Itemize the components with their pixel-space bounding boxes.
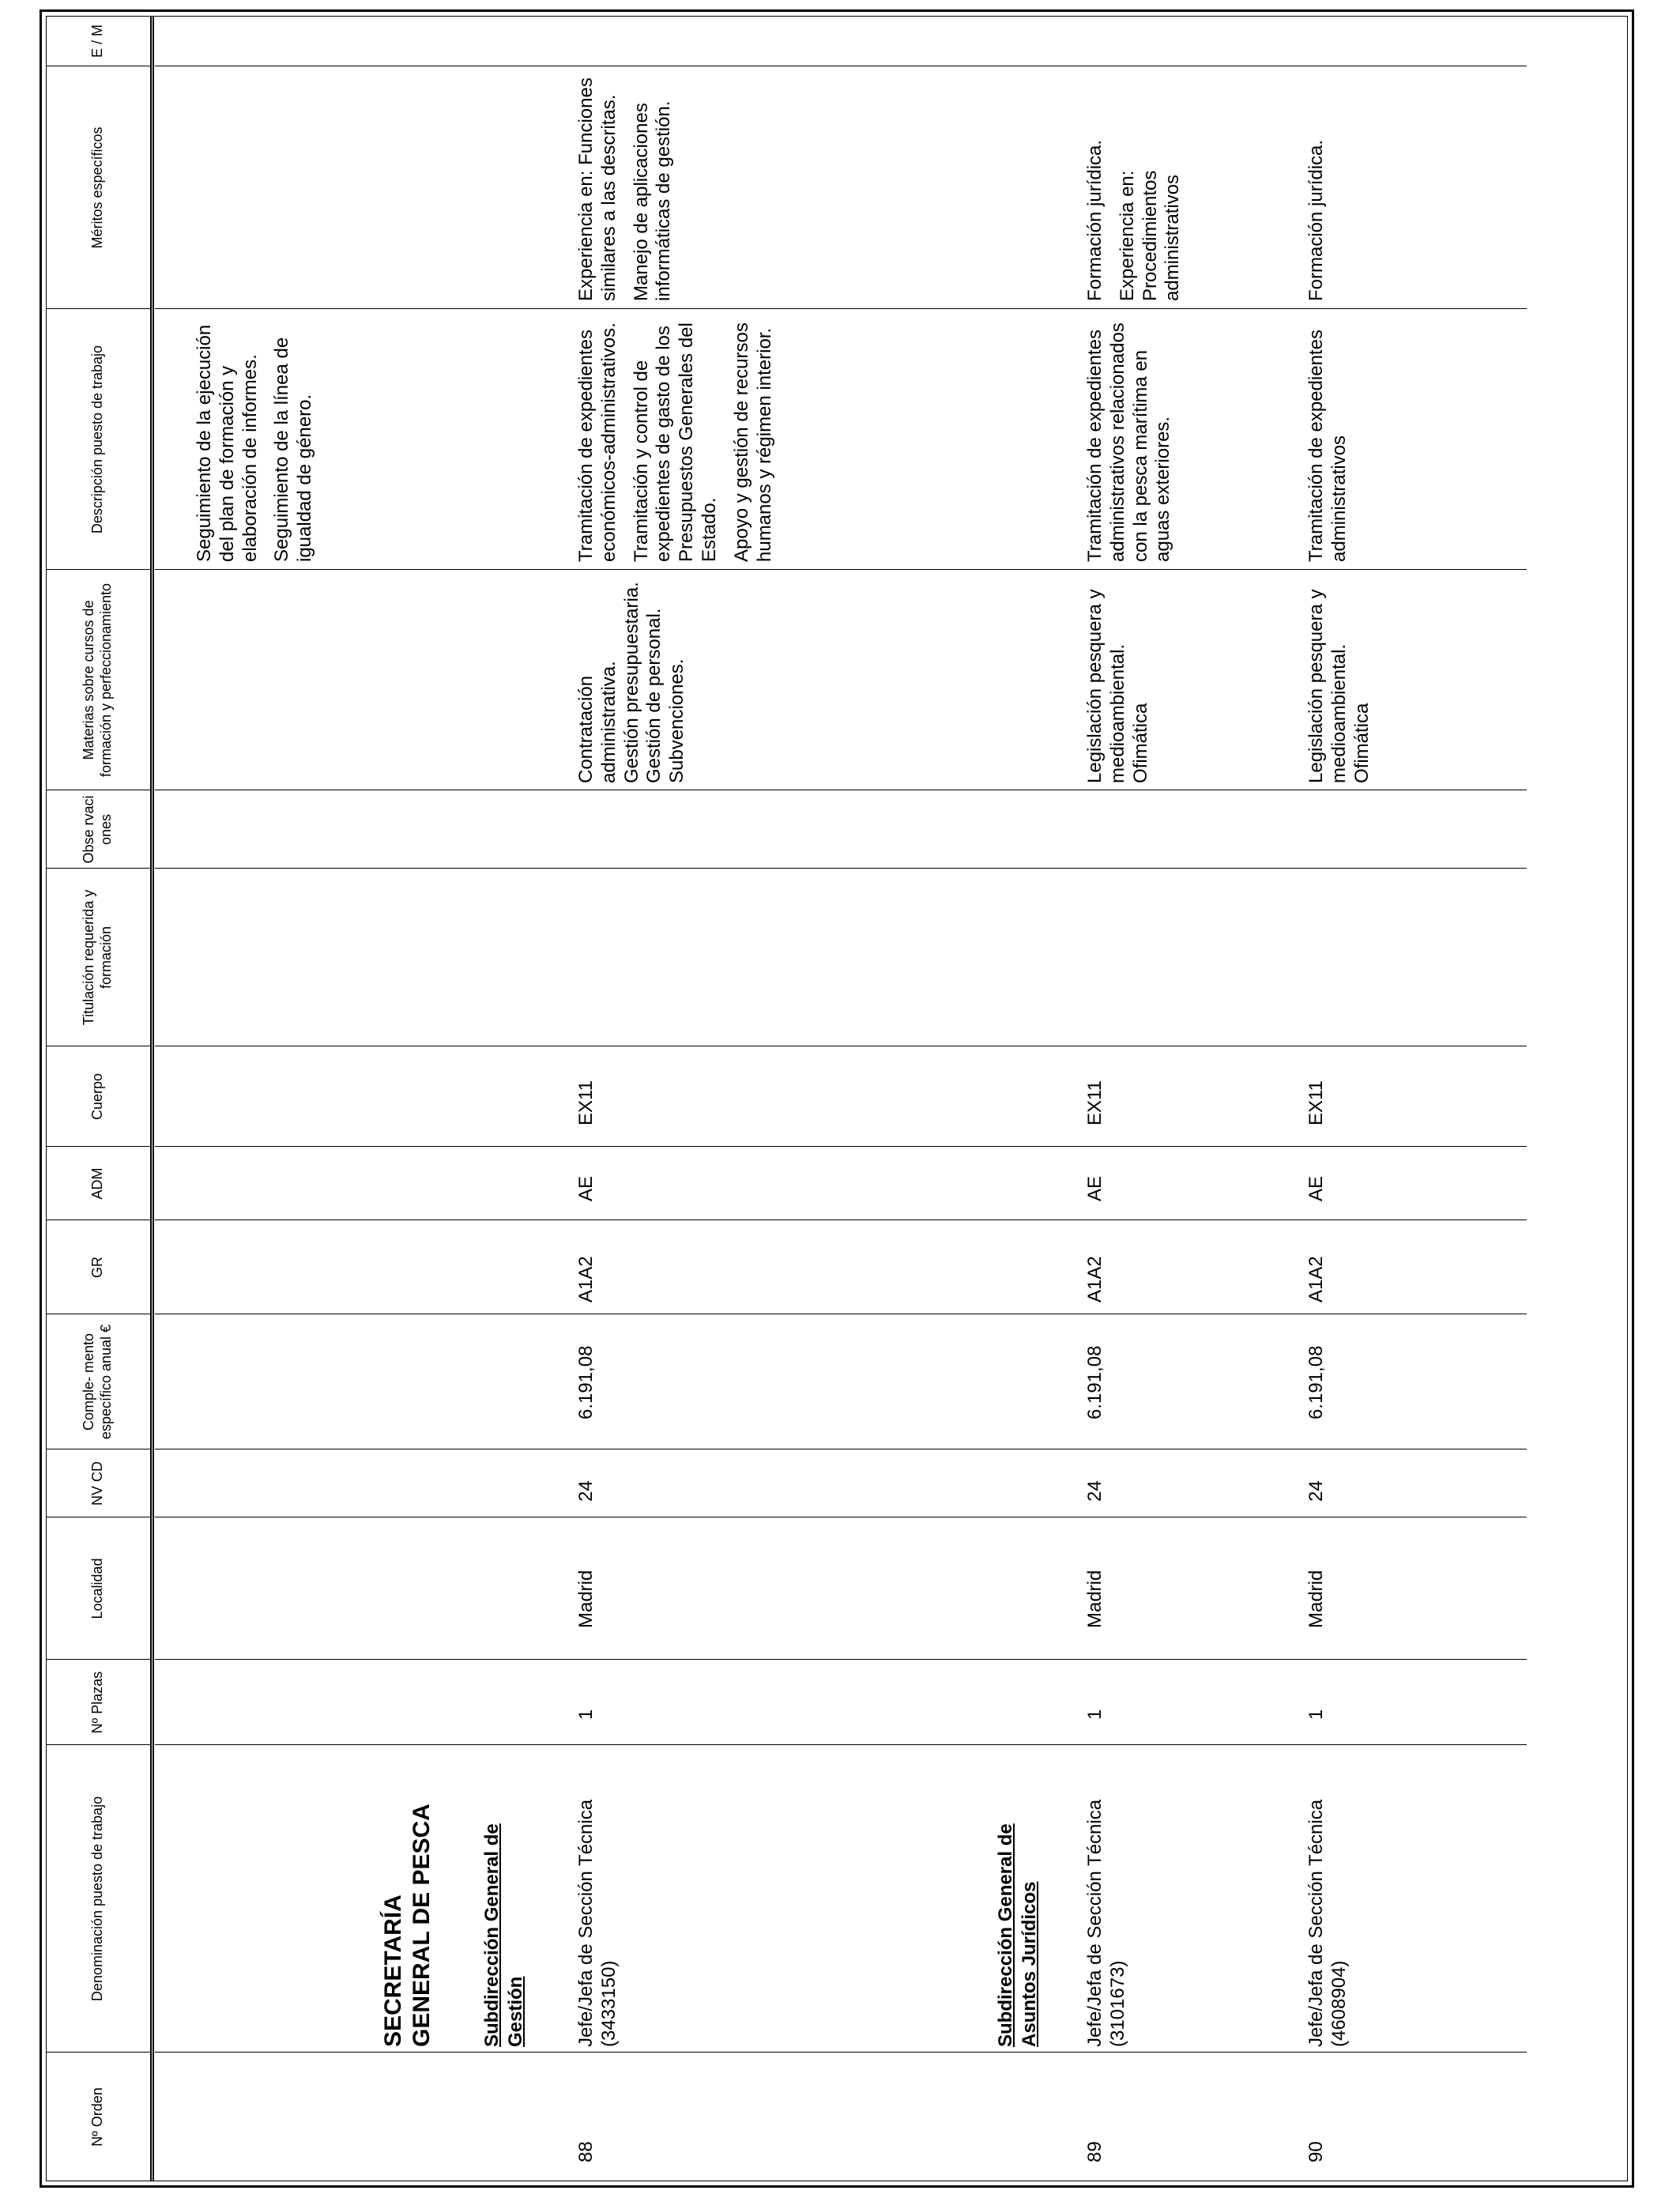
materias-list (1084, 574, 1152, 783)
complemento-value: 6.191,08 (1305, 1345, 1327, 1419)
subdireccion-heading: Subdirección General de Gestión (481, 1823, 526, 2047)
materia-item: Legislación pesquera y medioambiental. (1084, 589, 1128, 783)
meritos-text (1305, 72, 1338, 301)
gr-value: A1A2 (1305, 1256, 1327, 1302)
header-cuerpo: Cuerpo (89, 1072, 106, 1121)
meritos-text (1084, 72, 1194, 301)
materias-list (1305, 574, 1373, 783)
header-titulacion: Titulación requerida y formación (81, 889, 114, 1026)
descripcion-line: Tramitación y control de expedientes de gasto de los Presupuestos Generales del Estado. (630, 322, 720, 562)
complemento-value: 6.191,08 (575, 1345, 597, 1419)
descripcion-line: Tramitación de expedientes administrativos (1305, 330, 1350, 562)
header-adm: ADM (89, 1167, 106, 1200)
materia-item: Legislación pesquera y medioambiental. (1305, 589, 1350, 783)
header-orden: Nº Orden (89, 2087, 106, 2147)
continuation-line: Seguimiento de la línea de igualdad de género. (271, 337, 316, 562)
merito-line: Manejo de aplicaciones informáticas de gestión. (630, 100, 675, 301)
header-separator (150, 16, 154, 2181)
header-em: E / M (89, 25, 106, 58)
section-title: SECRETARÍA GENERAL DE PESCA (380, 1804, 435, 2047)
materia-item: Ofimática (1350, 703, 1373, 783)
descripcion-line: Apoyo y gestión de recursos humanos y régimen interior. (730, 322, 775, 562)
materia-item: Gestión de personal. (643, 608, 665, 783)
col-divider (155, 2052, 1527, 2053)
header-complemento: Comple- mento específico anual € (81, 1324, 114, 1440)
denominacion-text: Jefe/Jefa de Sección Técnica (3101673) (1084, 1799, 1128, 2047)
merito-line: Experiencia en: Funciones similares a las descritas. (575, 77, 620, 301)
adm-value: AE (575, 1175, 597, 1201)
continuation-line: Seguimiento de la ejecución del plan de formación y elaboración de informes. (194, 324, 261, 562)
cuerpo-value: EX11 (1084, 1080, 1106, 1125)
header-descripcion: Descripción puesto de trabajo (89, 345, 106, 534)
gr-value: A1A2 (575, 1256, 597, 1302)
header-denominacion: Denominación puesto de trabajo (89, 1796, 106, 2002)
cuerpo-value: EX11 (575, 1080, 597, 1125)
meritos-text (575, 72, 685, 301)
gr-value: A1A2 (1084, 1256, 1106, 1302)
header-nv-cd: NV CD (89, 1461, 106, 1506)
merito-line: Formación jurídica. (1084, 139, 1106, 301)
plazas-value: 1 (575, 1709, 597, 1720)
header-plazas: Nº Plazas (89, 1671, 106, 1734)
col-divider (155, 1146, 1527, 1147)
materia-item: Contratación administrativa. (575, 661, 620, 783)
orden-number: 89 (1084, 2141, 1106, 2162)
merito-line: Formación jurídica. (1305, 139, 1327, 301)
col-divider (155, 868, 1527, 869)
cuerpo-value: EX11 (1305, 1080, 1327, 1125)
col-divider (155, 1659, 1527, 1660)
header-localidad: Localidad (89, 1558, 106, 1619)
plazas-value: 1 (1305, 1709, 1327, 1720)
localidad-value: Madrid (575, 1570, 597, 1628)
header-materias: Materias sobre cursos de formación y perfeccionamiento (81, 582, 114, 778)
continuation-descripcion (194, 309, 326, 562)
descripcion-line: Tramitación de expedientes administrativos relacionados con la pesca marítima en aguas exteriores. (1084, 322, 1174, 562)
merito-line: Experiencia en: Procedimientos administrativos (1116, 170, 1184, 301)
adm-value: AE (1084, 1175, 1106, 1201)
nv-value: 24 (575, 1480, 597, 1502)
complemento-value: 6.191,08 (1084, 1345, 1106, 1419)
denominacion-text: Jefe/Jefa de Sección Técnica (4608904) (1305, 1799, 1350, 2047)
orden-number: 90 (1305, 2141, 1327, 2162)
localidad-value: Madrid (1305, 1570, 1327, 1628)
header-observaciones: Obse rvaci ones (81, 795, 114, 864)
col-divider (155, 569, 1527, 570)
subdireccion-heading: Subdirección General de Asuntos Jurídicos (995, 1823, 1040, 2047)
descripcion-text (1305, 309, 1361, 562)
materia-item: Subvenciones. (666, 658, 688, 783)
adm-value: AE (1305, 1175, 1327, 1201)
materia-item: Gestión presupuestaria. (620, 582, 642, 783)
plazas-value: 1 (1084, 1709, 1106, 1720)
descripcion-text (575, 309, 785, 562)
header-meritos: Méritos específicos (89, 126, 106, 249)
nv-value: 24 (1305, 1480, 1327, 1502)
materias-list (575, 574, 689, 783)
localidad-value: Madrid (1084, 1570, 1106, 1628)
descripcion-line: Tramitación de expedientes económicos-administrativos. (575, 322, 620, 562)
col-divider (155, 1744, 1527, 1745)
materia-item: Ofimática (1129, 703, 1151, 783)
denominacion-text: Jefe/Jefa de Sección Técnica (3433150) (575, 1799, 620, 2047)
header-gr: GR (89, 1257, 106, 1278)
orden-number: 88 (575, 2141, 597, 2162)
nv-value: 24 (1084, 1480, 1106, 1502)
descripcion-text (1084, 309, 1185, 562)
